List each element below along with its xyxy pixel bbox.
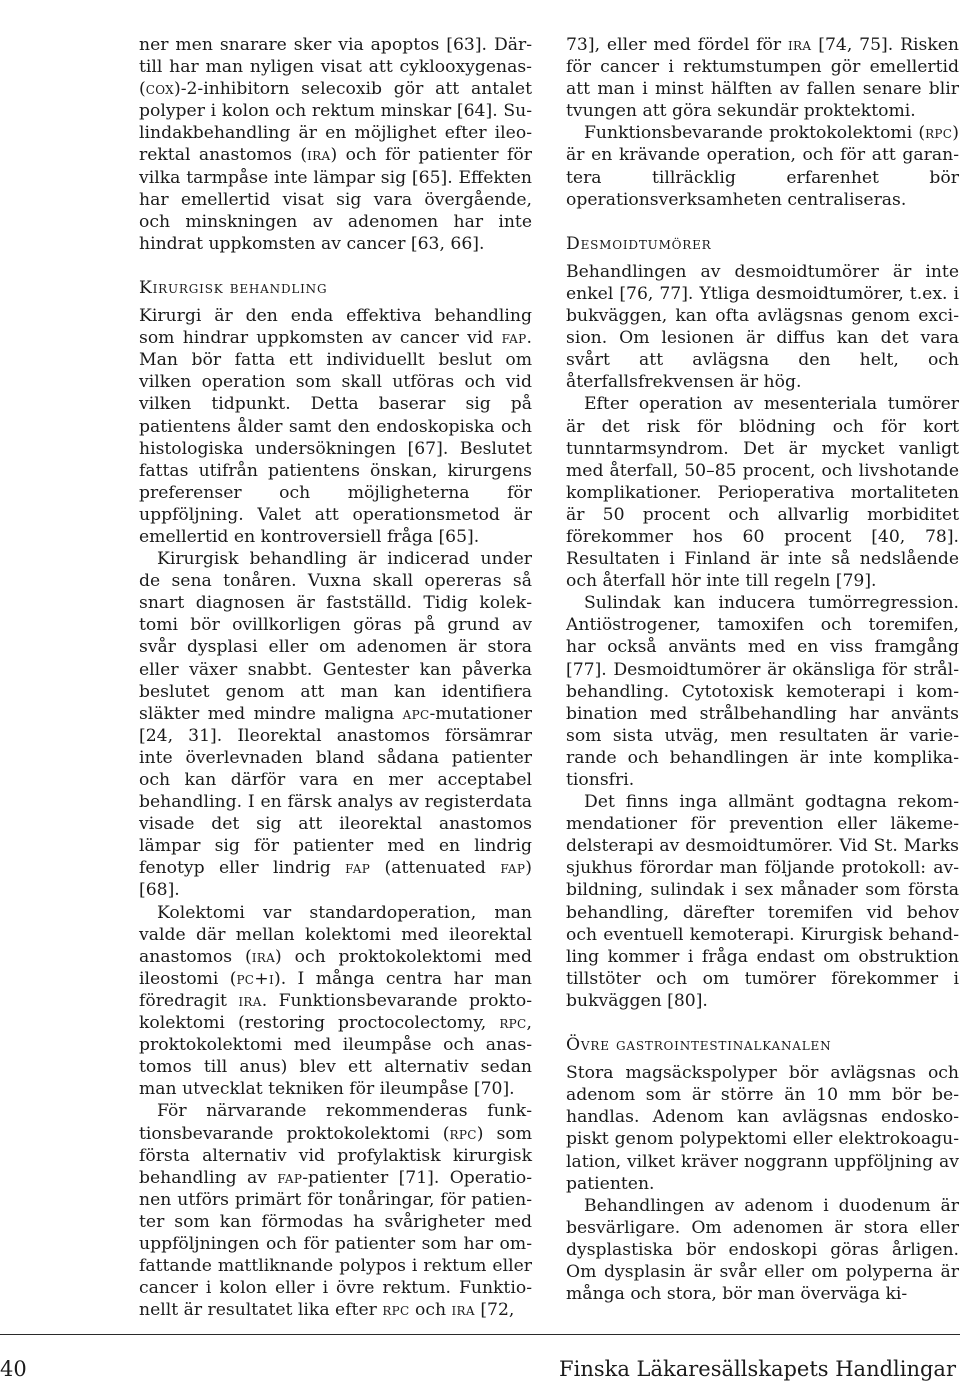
paragraph: För närvarande rekommenderas funktionsbevarande proktokolektomi (rpc) som första alternativ vid profylaktisk kirurgisk behandling av fap-patienter [71]. Operationen utförs primärt för tonåringar, för patienter som kan förmodas ha svårigheter med uppföljningen och för patienter som har omfattande mattliknande polypos i rektum eller cancer i kolon eller i övre rektum. Funktionellt är resultatet lika efter rpc och ira [72, (139, 1101, 532, 1321)
paragraph: Kirurgi är den enda effektiva behandling som hindrar uppkomsten av cancer vid fap. Man bör fatta ett individuellt beslut om vilken operation som skall utföras och vid vilken tidpunkt. Detta baserar sig på patientens ålder samt den endoskopiska och histologiska undersökningen [67]. Beslutet fattas utifrån patientens önskan, kirurgens preferenser och möjligheterna för uppföljning. Valet att operationsmetod är emellertid en kontroversiell fråga [65]. (139, 306, 532, 547)
left-column (139, 34, 532, 1321)
paragraph: Kolektomi var standardoperation, man valde där mellan kolektomi med ileorektal anastomos (ira) och proktokolektomi med ileostomi (pc+i). I många centra har man föredragit ira. Funktionsbevarande proktokolektomi (restoring proctocolectomy, rpc, proktokolektomi med ileumpåse och anastomos till anus) blev ett alternativ sedan man utvecklat tekniken för ileumpåse [70]. (139, 902, 532, 1100)
paragraph: Efter operation av mesenteriala tumörer är det risk för blödning och för kort tunntarmsyndrom. Det är mycket vanligt med återfall, 50–85 procent, och livshotande komplikationer. Perioperativa mortaliteten är 50 procent och allvarlig morbiditet förekommer hos 60 procent [40, 78]. Resultaten i Finland är inte så nedslående och återfall hör inte till regeln [79]. (566, 394, 959, 592)
page-number: 40 (0, 1357, 27, 1381)
abbreviation: fap (277, 1167, 303, 1188)
abbreviation: apc (402, 703, 430, 724)
spacer (566, 211, 959, 233)
abbreviation: ira (788, 35, 812, 55)
paragraph: Funktionsbevarande proktokolektomi (rpc) är en krävande operation, och för att garantera tillräcklig erfarenhet bör operationsverksamheten centraliseras. (566, 123, 959, 210)
journal-name: Finska Läkaresällskapets Handlingar (559, 1357, 956, 1381)
abbreviation: fap (500, 858, 526, 879)
abbreviation: ira (451, 1300, 475, 1321)
abbreviation: ira (251, 946, 276, 967)
paragraph: Behandlingen av adenom i duodenum är besvärligare. Om adenomen är stora eller dysplastiska bör endoskopi göras årligen. Om dysplasin är svår eller om polyperna är många och stora, bör man överväga ki- (566, 1195, 959, 1305)
abbreviation: cox (145, 79, 174, 100)
abbreviation: rpc (449, 1123, 477, 1144)
paragraph: Stora magsäckspolyper bör avlägsnas och adenom som är större än 10 mm bör behandlas. Adenom kan avlägsnas endoskopiskt genom polypektomi eller elektrokoagulation, vilket kräver noggrann uppföljning av patienten. (566, 1063, 959, 1194)
abbreviation: fap (345, 858, 371, 879)
right-column (566, 34, 959, 1305)
section-heading-kirurgisk: Kirurgisk behandling (139, 277, 328, 298)
paragraph: Kirurgisk behandling är indicerad under de sena tonåren. Vuxna skall opereras så snart diagnosen är fastställd. Tidig kolektomi bör ovillkorligen göras på grund av svår dysplasi eller om adenomen är stora eller växer snabbt. Gentester kan påverka beslutet genom att man kan identifiera släkter med mindre maligna apc-mutationer [24, 31]. Ileorektal anastomos försämrar inte överlevnaden bland sådana patienter och kan därför vara en mer acceptabel behandling. I en färsk analys av registerdata visade det sig att ileorektal anastomos lämpar sig för patienter med en lindrig fenotyp eller lindrig fap (attenuated fap) [68]. (139, 549, 532, 901)
abbreviation: rpc (382, 1300, 410, 1321)
abbreviation: rpc (925, 123, 953, 144)
spacer (566, 1012, 959, 1034)
spacer (139, 255, 532, 277)
abbreviation: ira (238, 990, 262, 1011)
paragraph: ner men snarare sker via apoptos [63]. Därtill har man nyligen visat att cyklooxygenas-(cox)-2-inhibitorn selecoxib gör att antalet polyper i kolon och rektum minskar [64]. Sulindakbehandling är en möjlighet efter ileorektal anastomos (ira) och för patienter för vilka tarmpåse inte lämpar sig [65]. Effekten har emellertid visat sig vara övergående, och minskningen av adenomen har inte hindrat uppkomsten av cancer [63, 66]. (139, 35, 532, 254)
section-heading-ovre: Övre gastrointestinalkanalen (566, 1035, 832, 1056)
section-heading-desmoid: Desmoidtumörer (566, 233, 712, 254)
paragraph: 73], eller med fördel för ira [74, 75]. Risken för cancer i rektumstumpen gör emellertid att man i minst hälften av fallen senare blir tvungen att göra sekundär proktektomi. (566, 35, 960, 122)
abbreviation: fap (501, 328, 527, 349)
abbreviation: pc+i (236, 968, 275, 989)
paragraph: Behandlingen av desmoidtumörer är inte enkel [76, 77]. Ytliga desmoidtumörer, t.ex. i bukväggen, kan ofta avlägsnas genom excision. Om lesionen är diffus kan det vara svårt att avlägsna den helt, och återfallsfrekvensen är hög. (566, 261, 959, 393)
footer-rule (0, 1334, 960, 1335)
abbreviation: ira (307, 145, 331, 166)
abbreviation: rpc (499, 1013, 527, 1034)
paragraph: Det finns inga allmänt godtagna rekommendationer för prevention eller läkemedelsterapi av desmoidtumörer. Vid St. Marks sjukhus förordar man följande protokoll: avbildning, sulindak i sex månader som första behandling, därefter toremifen vid behov och eventuell kemoterapi. Kirurgisk behandling kommer i fråga endast om obstruktion tillstöter och om tumörer förekommer i bukväggen [80]. (566, 792, 959, 1011)
paragraph: Sulindak kan inducera tumörregression. Antiöstrogener, tamoxifen och toremifen, har också använts med en viss framgång [77]. Desmoidtumörer är okänsliga för strålbehandling. Cytotoxisk kemoterapi i kombination med strålbehandling har använts som sista utväg, men resultaten är varierande och behandlingen är inte komplikationsfri. (566, 593, 959, 790)
